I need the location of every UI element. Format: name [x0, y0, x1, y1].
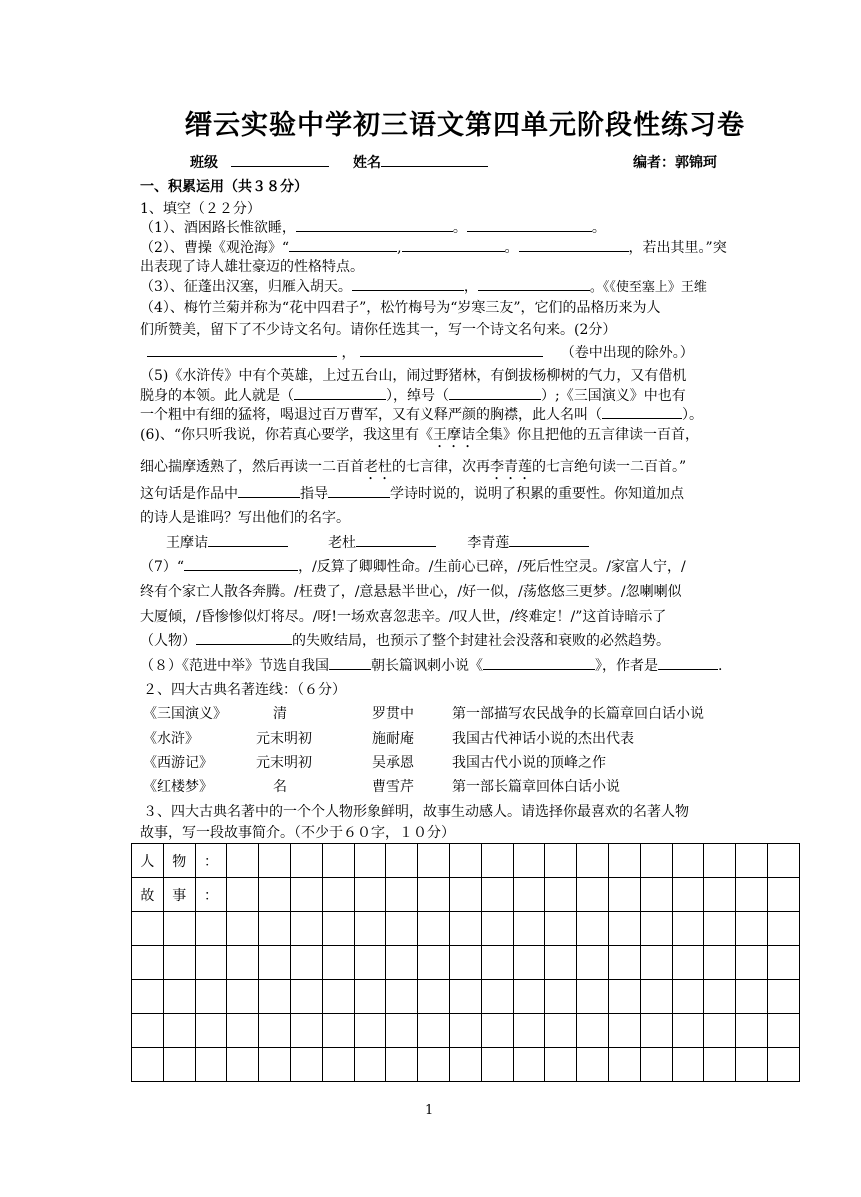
grid-cell[interactable]: [608, 878, 640, 912]
grid-cell[interactable]: [354, 844, 386, 878]
grid-cell[interactable]: [195, 912, 227, 946]
grid-cell[interactable]: [418, 878, 450, 912]
answer-blank[interactable]: [602, 404, 682, 419]
grid-cell[interactable]: [259, 912, 291, 946]
item-2-text-end: ，若出其里。”突: [628, 240, 727, 256]
grid-cell[interactable]: [640, 878, 672, 912]
item-2: （2）、曹操《观沧海》“ , 。 ，若出其里。”突: [140, 237, 727, 257]
grid-row: [132, 878, 800, 912]
question-1-heading: 1、填空（２２分）: [140, 201, 261, 217]
match-author[interactable]: 罗贯中: [372, 706, 414, 722]
item-5-line1: （5)《水浒传》中有个英雄，上过五台山，闹过野猪林，有倒拔杨柳树的气力，又有借机: [140, 368, 687, 384]
match-author[interactable]: 施耐庵: [372, 731, 414, 747]
grid-cell[interactable]: [195, 1048, 227, 1082]
writing-grid[interactable]: [131, 843, 800, 1082]
item-5-text: ）;《三国演义》中也有: [541, 388, 686, 404]
grid-cell[interactable]: [640, 980, 672, 1014]
item-7-line3: 大厦倾，/昏惨惨似灯将尽。/呀!一场欢喜忽悲辛。/叹人世，/终难定！/”这首诗暗示了: [140, 609, 667, 625]
name-blank[interactable]: [381, 154, 488, 167]
item-6-line5: [166, 532, 589, 552]
grid-cell[interactable]: [322, 980, 354, 1014]
grid-cell[interactable]: [449, 946, 481, 980]
grid-cell[interactable]: [704, 912, 736, 946]
grid-cell[interactable]: [608, 1048, 640, 1082]
grid-cell[interactable]: [449, 878, 481, 912]
grid-cell[interactable]: [163, 1048, 195, 1082]
grid-cell[interactable]: [767, 980, 799, 1014]
grid-cell[interactable]: [386, 1014, 418, 1048]
answer-blank[interactable]: [289, 237, 397, 252]
answer-blank[interactable]: [328, 483, 390, 498]
grid-cell[interactable]: [704, 980, 736, 1014]
grid-cell[interactable]: [322, 878, 354, 912]
answer-blank[interactable]: [296, 217, 453, 232]
grid-cell[interactable]: [736, 844, 768, 878]
answer-blank[interactable]: [196, 630, 292, 645]
grid-cell[interactable]: [672, 844, 704, 878]
grid-cell[interactable]: [513, 1048, 545, 1082]
grid-cell[interactable]: [418, 946, 450, 980]
grid-cell[interactable]: [736, 1048, 768, 1082]
emphasized-poet: 王摩诘: [433, 427, 475, 443]
class-label: 班级: [190, 155, 218, 171]
class-blank[interactable]: [231, 154, 329, 167]
answer-blank[interactable]: [352, 276, 464, 291]
answer-blank[interactable]: [360, 342, 543, 357]
grid-cell[interactable]: [577, 878, 609, 912]
item-6-text: 学诗时说的，说明了积累的重要性。你知道加点: [390, 486, 684, 502]
item-2-line2: 出表现了诗人雄壮豪迈的性格特点。: [140, 259, 364, 275]
item-4-line3: ， （卷中出现的除外。）: [147, 342, 694, 362]
grid-cell[interactable]: [322, 1014, 354, 1048]
match-era[interactable]: 元末明初: [256, 755, 312, 771]
grid-cell[interactable]: [259, 844, 291, 878]
grid-cell[interactable]: [608, 1014, 640, 1048]
grid-cell[interactable]: [163, 980, 195, 1014]
grid-cell[interactable]: [577, 980, 609, 1014]
grid-cell[interactable]: [132, 980, 164, 1014]
grid-cell[interactable]: [704, 844, 736, 878]
grid-cell[interactable]: [449, 1048, 481, 1082]
grid-row: [132, 1014, 800, 1048]
grid-cell[interactable]: [608, 912, 640, 946]
grid-cell[interactable]: [259, 1014, 291, 1048]
item-6-line2: [140, 456, 686, 483]
grid-cell[interactable]: [672, 946, 704, 980]
grid-cell[interactable]: [418, 1014, 450, 1048]
grid-cell[interactable]: [608, 980, 640, 1014]
grid-cell[interactable]: [449, 844, 481, 878]
item-6-text: 的七言绝句读一二百首。”: [532, 459, 687, 475]
item-4-line1: （4）、梅竹兰菊并称为“花中四君子”，松竹梅号为“岁寒三友”，它们的品格历来为人: [140, 300, 661, 316]
item-7-text: 的失败结局，也预示了整个封建社会没落和衰败的必然趋势。: [292, 633, 670, 649]
grid-cell[interactable]: [513, 1014, 545, 1048]
grid-cell[interactable]: [290, 946, 322, 980]
grid-cell[interactable]: [767, 844, 799, 878]
grid-cell[interactable]: [322, 1048, 354, 1082]
item-5-text: 脱身的本领。此人就是（: [140, 388, 294, 404]
grid-cell[interactable]: [418, 912, 450, 946]
answer-blank[interactable]: [658, 655, 718, 670]
grid-cell[interactable]: [608, 946, 640, 980]
item-3-source: 。《《使至塞上》王维: [589, 280, 707, 295]
item-1-text: （1）、酒困路长惟欲睡，: [140, 220, 296, 236]
grid-cell[interactable]: [259, 878, 291, 912]
grid-cell[interactable]: [227, 1048, 259, 1082]
grid-row: [132, 980, 800, 1014]
grid-row: [132, 1048, 800, 1082]
grid-cell[interactable]: [640, 946, 672, 980]
grid-cell[interactable]: [386, 1048, 418, 1082]
item-6-text: 的七言律，次再: [392, 459, 490, 475]
class-field[interactable]: [190, 152, 329, 172]
match-book[interactable]: 《西游记》: [143, 755, 213, 771]
grid-cell[interactable]: [481, 844, 513, 878]
item-4-line2: 们所赞美，留下了不少诗文名句。请你任选其一，写一个诗文名句来。(2分）: [140, 322, 617, 338]
grid-cell: 事: [163, 878, 195, 912]
question-3-line1: ３、四大古典名著中的一个个人物形象鲜明，故事生动感人。请选择你最喜欢的名著人物: [143, 804, 689, 820]
grid-cell[interactable]: [195, 980, 227, 1014]
grid-cell[interactable]: [354, 946, 386, 980]
item-7-line1: [140, 556, 686, 576]
grid-cell[interactable]: [195, 1014, 227, 1048]
grid-cell[interactable]: [640, 844, 672, 878]
grid-cell[interactable]: [163, 946, 195, 980]
grid-cell[interactable]: [386, 946, 418, 980]
item-7-text: （人物）: [140, 633, 196, 649]
grid-cell[interactable]: [513, 946, 545, 980]
answer-blank[interactable]: [483, 655, 595, 670]
grid-cell[interactable]: [513, 878, 545, 912]
grid-cell[interactable]: [259, 980, 291, 1014]
answer-blank[interactable]: [294, 385, 386, 400]
grid-cell: ：: [195, 878, 227, 912]
grid-cell[interactable]: [545, 844, 577, 878]
grid-cell[interactable]: [386, 878, 418, 912]
item-5-line2: [140, 385, 686, 405]
grid-cell[interactable]: [227, 844, 259, 878]
grid-cell[interactable]: [354, 980, 386, 1014]
grid-cell[interactable]: [227, 946, 259, 980]
item-8-text: （８）《范进中举》节选自我国: [140, 658, 329, 674]
grid-cell[interactable]: [386, 912, 418, 946]
emphasized-poet: 李青莲: [490, 459, 532, 475]
match-author[interactable]: 吴承恩: [372, 755, 414, 771]
item-3: （3）、征蓬出汉塞，归雁入胡天。 ， 。《《使至塞上》王维: [140, 276, 707, 296]
item-8-text: 朝长篇讽刺小说《: [371, 658, 483, 674]
answer-blank[interactable]: [478, 276, 590, 291]
grid-cell[interactable]: [290, 1014, 322, 1048]
answer-blank[interactable]: [509, 532, 589, 547]
grid-cell[interactable]: [767, 878, 799, 912]
grid-cell[interactable]: [449, 1014, 481, 1048]
match-description[interactable]: 第一部长篇章回体白话小说: [452, 779, 620, 795]
grid-cell[interactable]: [481, 1048, 513, 1082]
match-description[interactable]: 第一部描写农民战争的长篇章回白话小说: [452, 706, 704, 722]
question-2-heading: ２、四大古典名著连线：（６分）: [143, 682, 346, 698]
grid-cell[interactable]: [481, 1014, 513, 1048]
match-author[interactable]: 曹雪芹: [372, 779, 414, 795]
poet-label: 李青莲: [467, 535, 510, 551]
match-description[interactable]: 我国古代小说的顶峰之作: [452, 755, 606, 771]
grid-cell[interactable]: [767, 912, 799, 946]
match-book[interactable]: 《三国演义》: [143, 706, 227, 722]
name-field[interactable]: [353, 152, 488, 172]
item-6-text: (6)、“你只听我说，你若真心要学，我这里有《: [140, 427, 433, 443]
grid-cell[interactable]: [640, 1014, 672, 1048]
grid-cell: 物: [163, 844, 195, 878]
grid-cell[interactable]: [418, 980, 450, 1014]
item-3-text: （3）、征蓬出汉塞，归雁入胡天。: [140, 279, 352, 295]
grid-cell[interactable]: [354, 1014, 386, 1048]
answer-blank[interactable]: [147, 342, 337, 357]
answer-blank[interactable]: [238, 483, 300, 498]
grid-cell[interactable]: [354, 912, 386, 946]
match-description[interactable]: 我国古代神话小说的杰出代表: [452, 731, 634, 747]
match-book[interactable]: 《水浒》: [143, 731, 199, 747]
grid-cell[interactable]: [767, 946, 799, 980]
grid-cell[interactable]: [386, 980, 418, 1014]
item-1: （1）、酒困路长惟欲睡， 。 。: [140, 217, 606, 237]
answer-blank[interactable]: [329, 655, 371, 670]
grid-cell[interactable]: [577, 1014, 609, 1048]
grid-cell[interactable]: [513, 912, 545, 946]
grid-cell[interactable]: [481, 980, 513, 1014]
item-7-line4: [140, 630, 670, 650]
answer-blank[interactable]: [467, 217, 592, 232]
item-5-line3: [140, 404, 703, 424]
grid-cell[interactable]: [704, 1048, 736, 1082]
poet-label: 老杜: [328, 535, 357, 551]
item-7-text: （7）“: [140, 559, 185, 575]
grid-cell[interactable]: [481, 946, 513, 980]
grid-cell[interactable]: [163, 912, 195, 946]
grid-cell: 故: [132, 878, 164, 912]
answer-blank[interactable]: [356, 532, 436, 547]
item-6-text: 细心揣摩透熟了，然后再读一二百首: [140, 459, 364, 475]
grid-cell[interactable]: [418, 1048, 450, 1082]
grid-cell[interactable]: [672, 980, 704, 1014]
page-number: 1: [425, 1103, 434, 1118]
grid-cell[interactable]: [672, 1014, 704, 1048]
grid-cell[interactable]: [132, 946, 164, 980]
item-7-text: ，/反算了卿卿性命。/生前心已碎，/死后性空灵。/家富人宁，/: [298, 559, 686, 575]
item-6-line4: 的诗人是谁吗？写出他们的名字。: [140, 510, 350, 526]
grid-cell[interactable]: [163, 1014, 195, 1048]
grid-cell[interactable]: [545, 946, 577, 980]
grid-cell[interactable]: [577, 1048, 609, 1082]
grid-cell[interactable]: [736, 878, 768, 912]
item-8: [140, 655, 722, 675]
item-5-text: 一个粗中有细的猛将，喝退过百万曹军，又有义释严颜的胸襟，此人名叫（: [140, 407, 602, 423]
grid-cell[interactable]: [736, 946, 768, 980]
grid-cell[interactable]: [132, 912, 164, 946]
grid-cell[interactable]: [386, 844, 418, 878]
grid-cell[interactable]: [640, 1048, 672, 1082]
item-6-text: 这句话是作品中: [140, 486, 238, 502]
answer-blank[interactable]: [208, 532, 288, 547]
grid-cell[interactable]: [736, 980, 768, 1014]
grid-cell[interactable]: [577, 946, 609, 980]
grid-cell[interactable]: [736, 912, 768, 946]
grid-cell[interactable]: [672, 878, 704, 912]
item-2-text: （2）、曹操《观沧海》“: [140, 240, 290, 256]
grid-cell[interactable]: [132, 1014, 164, 1048]
grid-cell[interactable]: [577, 912, 609, 946]
grid-cell[interactable]: [608, 844, 640, 878]
grid-cell[interactable]: [545, 878, 577, 912]
answer-blank[interactable]: [449, 385, 541, 400]
answer-blank[interactable]: [402, 237, 505, 252]
match-book[interactable]: 《红楼梦》: [143, 779, 213, 795]
item-4-note: （卷中出现的除外。）: [560, 345, 694, 361]
grid-row: [132, 912, 800, 946]
grid-cell[interactable]: [577, 844, 609, 878]
name-label: 姓名: [353, 155, 381, 171]
grid-cell[interactable]: [290, 980, 322, 1014]
grid-cell[interactable]: [481, 912, 513, 946]
editor-label: 编者：郭锦珂: [633, 155, 717, 171]
grid-cell[interactable]: [767, 1014, 799, 1048]
item-7-line2: 终有个家亡人散各奔腾。/枉费了，/意悬悬半世心，/好一似，/荡悠悠三更梦。/忽喇喇似: [140, 584, 682, 600]
grid-cell[interactable]: [545, 1014, 577, 1048]
grid-cell[interactable]: [227, 980, 259, 1014]
grid-cell[interactable]: [259, 1048, 291, 1082]
grid-cell[interactable]: [672, 912, 704, 946]
grid-row: [132, 946, 800, 980]
grid-cell[interactable]: [704, 946, 736, 980]
grid-cell[interactable]: [132, 1048, 164, 1082]
grid-cell[interactable]: [704, 878, 736, 912]
grid-cell[interactable]: [322, 946, 354, 980]
grid-cell: ：: [195, 844, 227, 878]
page-title: 缙云实验中学初三语文第四单元阶段性练习卷: [185, 110, 745, 141]
grid-cell[interactable]: [672, 1048, 704, 1082]
match-era[interactable]: 元末明初: [256, 731, 312, 747]
emphasized-poet: 老杜: [364, 459, 392, 475]
section-heading: 一、积累运用（共３８分）: [140, 179, 308, 195]
grid-cell: 人: [132, 844, 164, 878]
item-6-text: 全集》你且把他的五言律读一百首，: [475, 427, 699, 443]
grid-cell[interactable]: [481, 878, 513, 912]
item-8-text: 》，作者是: [595, 658, 658, 674]
grid-cell[interactable]: [736, 1014, 768, 1048]
grid-row: [132, 844, 800, 878]
item-6-line1: [140, 424, 699, 451]
grid-cell[interactable]: [290, 844, 322, 878]
grid-cell[interactable]: [704, 1014, 736, 1048]
grid-cell[interactable]: [290, 878, 322, 912]
grid-cell[interactable]: [290, 1048, 322, 1082]
question-3-line2: 故事，写一段故事简介。（不少于６０字，１０分）: [140, 825, 455, 841]
answer-blank[interactable]: [519, 237, 629, 252]
item-8-text: .: [718, 658, 723, 674]
grid-cell[interactable]: [418, 844, 450, 878]
item-6-line3: [140, 483, 684, 503]
item-5-text: ）。: [682, 407, 703, 423]
match-era[interactable]: 清: [273, 706, 287, 722]
grid-cell[interactable]: [513, 980, 545, 1014]
grid-cell[interactable]: [227, 878, 259, 912]
grid-cell[interactable]: [513, 844, 545, 878]
grid-cell[interactable]: [354, 878, 386, 912]
grid-cell[interactable]: [195, 946, 227, 980]
grid-cell[interactable]: [322, 912, 354, 946]
grid-cell[interactable]: [227, 1014, 259, 1048]
grid-cell[interactable]: [767, 1048, 799, 1082]
grid-cell[interactable]: [449, 980, 481, 1014]
grid-cell[interactable]: [640, 912, 672, 946]
poet-label: 王摩诘: [166, 535, 208, 551]
item-6-text: 指导: [300, 486, 328, 502]
grid-cell[interactable]: [545, 1048, 577, 1082]
match-era[interactable]: 名: [273, 779, 287, 795]
grid-cell[interactable]: [449, 912, 481, 946]
item-5-text: ），绰号（: [386, 388, 449, 404]
answer-blank[interactable]: [184, 556, 298, 571]
grid-cell[interactable]: [227, 912, 259, 946]
grid-cell[interactable]: [322, 844, 354, 878]
grid-cell[interactable]: [545, 912, 577, 946]
grid-cell[interactable]: [290, 912, 322, 946]
grid-cell[interactable]: [259, 946, 291, 980]
grid-cell[interactable]: [545, 980, 577, 1014]
grid-cell[interactable]: [354, 1048, 386, 1082]
